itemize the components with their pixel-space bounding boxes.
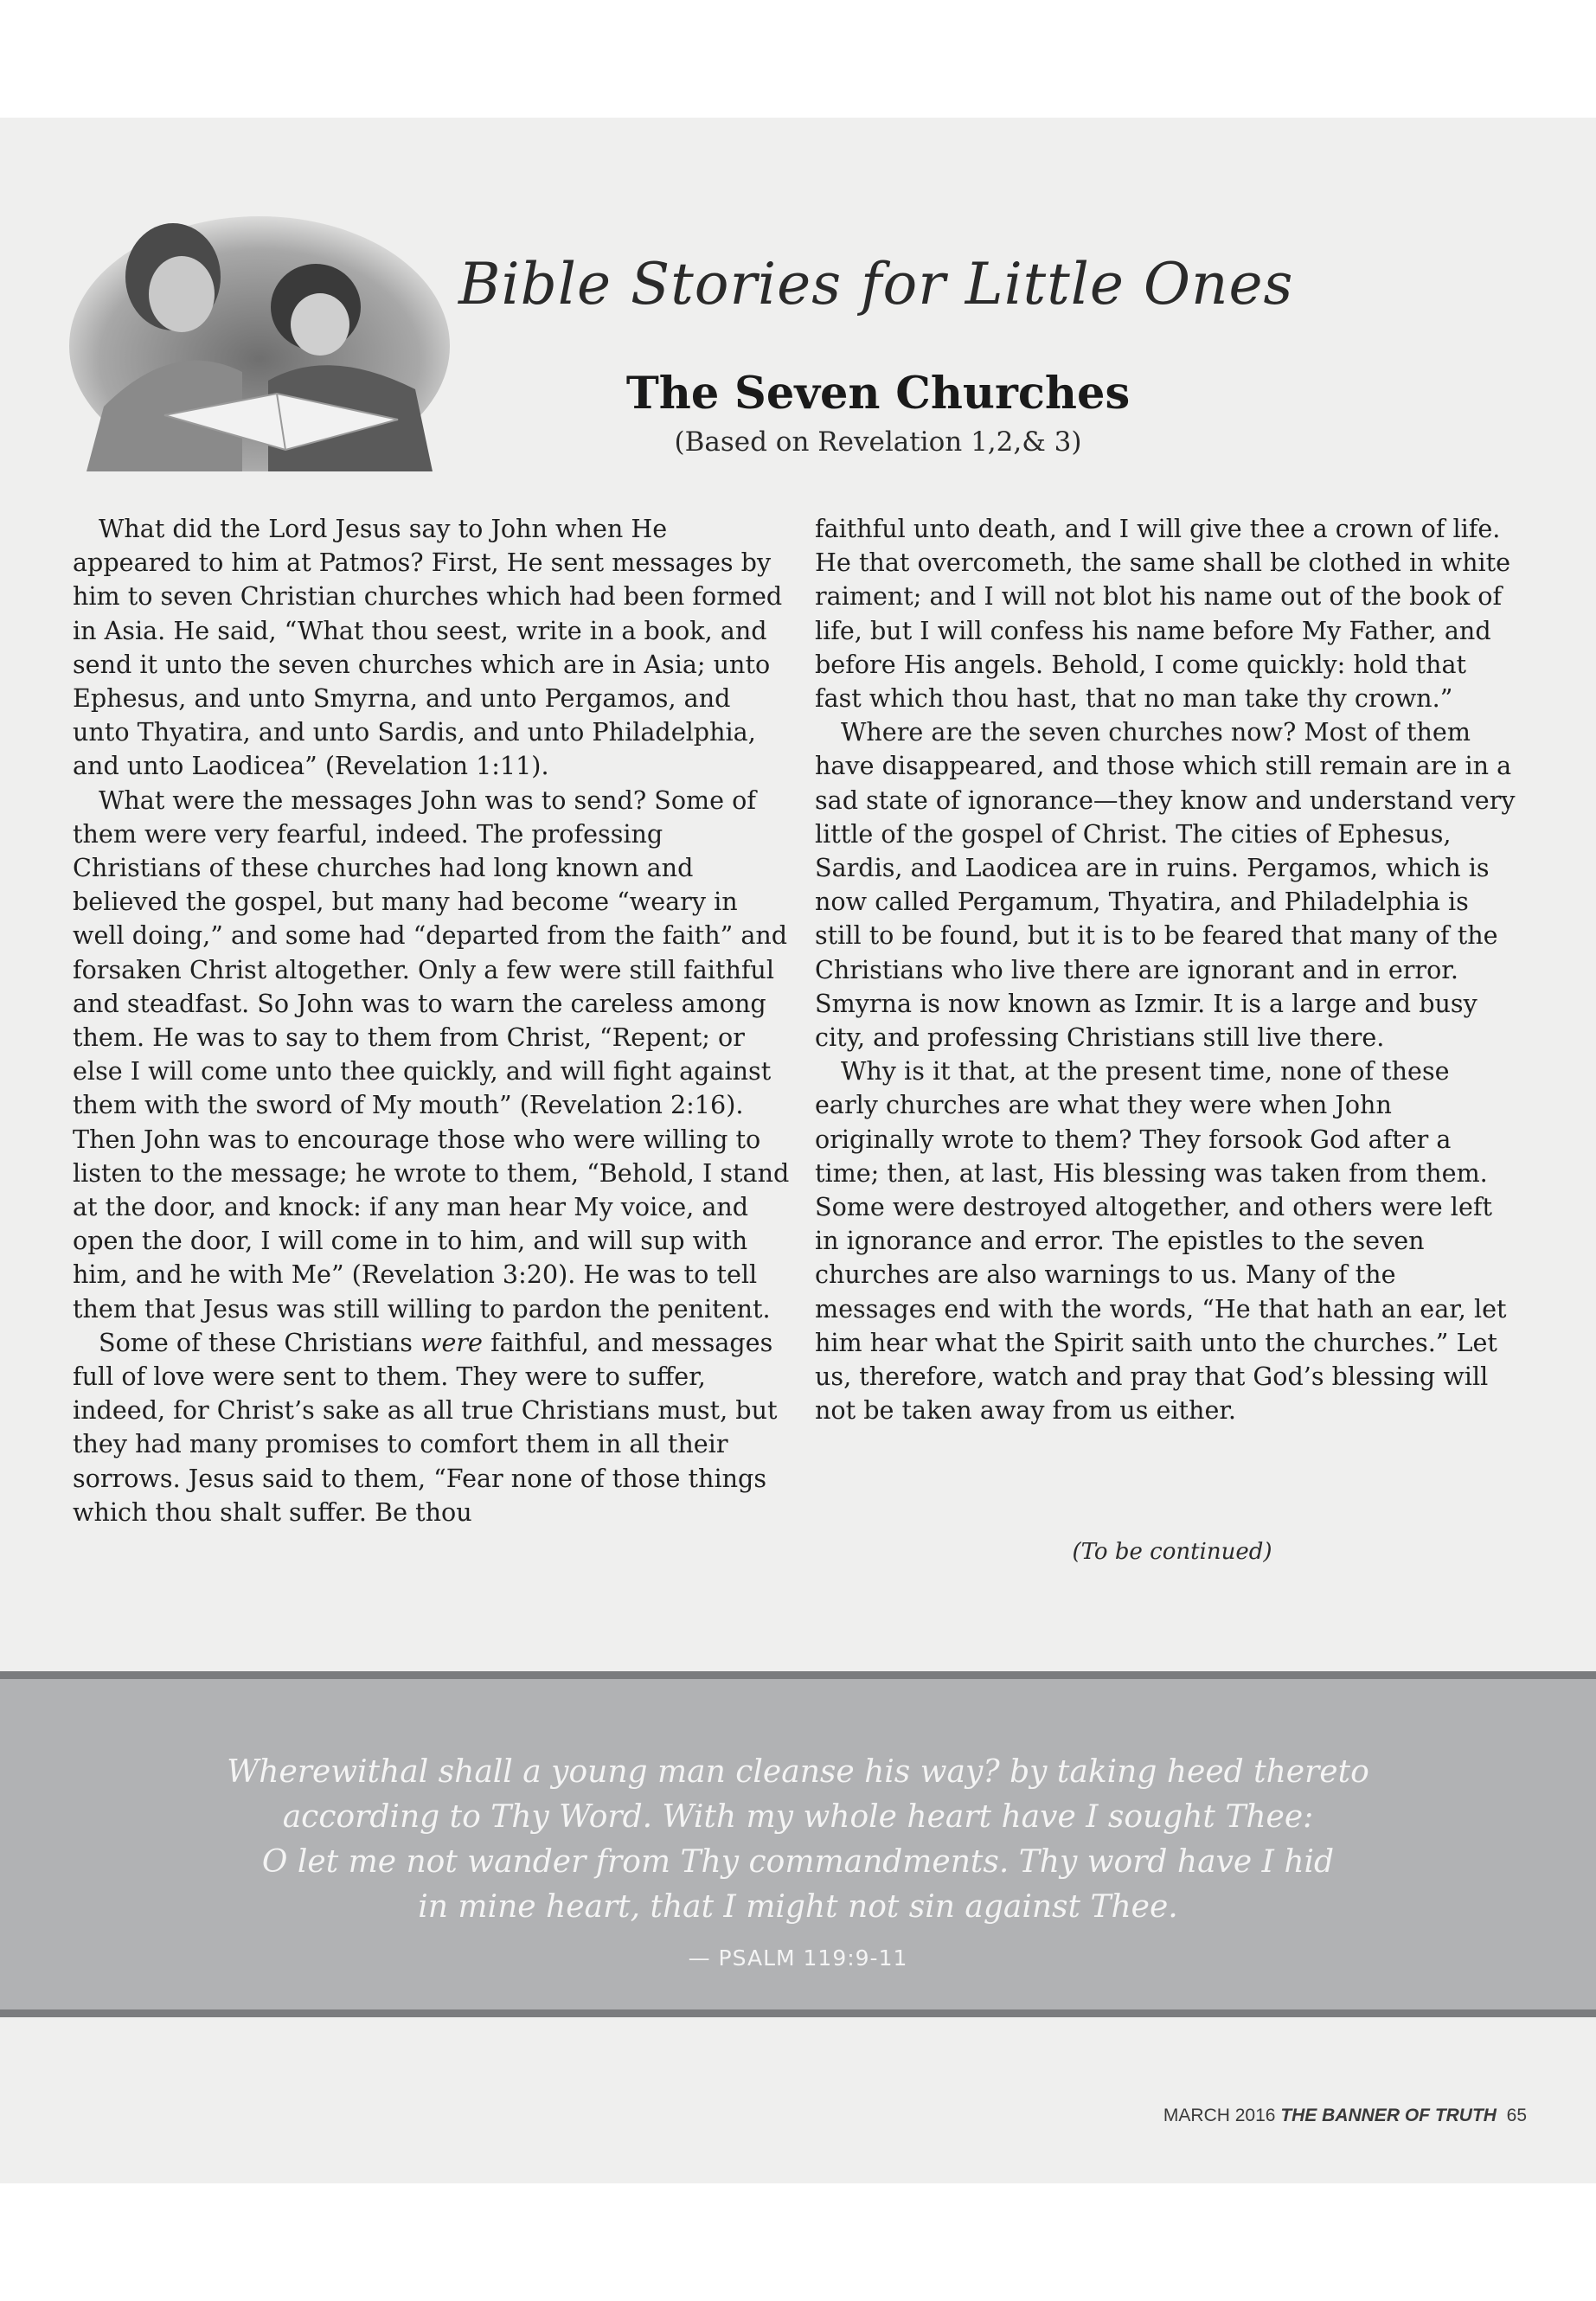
to-be-continued: (To be continued) — [1072, 1539, 1272, 1565]
paragraph-text: Some of these Christians — [99, 1327, 420, 1357]
verse-line: O let me not wander from Thy commandments. Thy word have I hid — [261, 1844, 1335, 1880]
children-reading-photo — [69, 208, 450, 471]
story-title: The Seven Churches — [625, 368, 1131, 420]
verse-reference: — PSALM 119:9-11 — [688, 1945, 908, 1971]
paragraph: faithful unto death, and I will give thee a crown of life. He that overcometh, the same shall be clothed in white raiment; and I will not blot his name out of the book of life, but I will confess his name before My Father, and before His angels. Behold, I come quickly: hold that fast which thou hast, that no man take thy crown.” — [815, 514, 1511, 714]
verse-line: in mine heart, that I might not sin against Thee. — [418, 1889, 1178, 1925]
series-title: Bible Stories for Little Ones — [458, 251, 1294, 317]
verse-band — [0, 1671, 1596, 2017]
paragraph-text: faithful, and messages full of love were sent to them. They were to suffer, indeed, for Christ’s sake as all true Christians must, but they had many promises to comfort them in all their sorrows. Jesus said to them, “Fear none of those things which thou shalt suffer. Be thou — [73, 1327, 778, 1527]
article-left-column — [73, 512, 791, 1529]
paragraph — [73, 1326, 791, 1529]
paragraph: Where are the seven churches now? Most of them have disappeared, and those which still remain are in a sad state of ignorance—they know and understand very little of the gospel of Christ. The cities of Ephesus, Sardis, and Laodicea are in ruins. Pergamos, which is now called Pergamum, Thyatira, and Philadelphia is still to be found, but it is to be feared that many of the Christians who live there are ignorant and in error. Smyrna is now known as Izmir. It is a large and busy city, and professing Christians still live there. — [815, 717, 1516, 1053]
page-number: 65 — [1506, 2106, 1527, 2125]
verse-text — [104, 1750, 1492, 1930]
emphasis-text: were — [420, 1327, 483, 1357]
article-right-column — [815, 512, 1517, 1427]
story-subtitle: (Based on Revelation 1,2,& 3) — [674, 426, 1082, 458]
issue-date: MARCH 2016 — [1163, 2106, 1276, 2125]
paragraph: What were the messages John was to send? Some of them were very fearful, indeed. The professing Christians of these churches had long known and believed the gospel, but many had become “weary in well doing,” and some had “departed from the faith” and forsaken Christ altogether. Only a few were still faithful and steadfast. So John was to warn the careless among them. He was to say to them from Christ, “Repent; or else I will come unto thee quickly, and will fight against them with the sword of My mouth” (Revelation 2:16). Then John was to encourage those who were willing to listen to the message; he wrote to them, “Behold, I stand at the door, and knock: if any man hear My voice, and open the door, I will come in to him, and will sup with him, and he with Me” (Revelation 3:20). He was to tell them that Jesus was still willing to pardon the penitent. — [73, 785, 790, 1324]
paragraph: Why is it that, at the present time, none of these early churches are what they were when John originally wrote to them? They forsook God after a time; then, at last, His blessing was taken from them. Some were destroyed altogether, and others were left in ignorance and error. The epistles to the seven churches are also warnings to us. Many of the messages end with the words, “He that hath an ear, let him hear what the Spirit saith unto the churches.” Let us, therefore, watch and pray that God’s blessing will not be taken away from us either. — [815, 1056, 1507, 1426]
page-footer — [1163, 2106, 1527, 2126]
magazine-name: THE BANNER OF TRUTH — [1280, 2106, 1497, 2125]
paragraph: What did the Lord Jesus say to John when He appeared to him at Patmos? First, He sent messages by him to seven Christian churches which had been formed in Asia. He said, “What thou seest, write in a book, and send it unto the seven churches which are in Asia; unto Ephesus, and unto Smyrna, and unto Pergamos, and unto Thyatira, and unto Sardis, and unto Philadelphia, and unto Laodicea” (Revelation 1:11). — [73, 514, 783, 781]
verse-line: according to Thy Word. With my whole heart have I sought Thee: — [282, 1799, 1314, 1835]
verse-line: Wherewithal shall a young man cleanse his way? by taking heed thereto — [227, 1754, 1369, 1790]
